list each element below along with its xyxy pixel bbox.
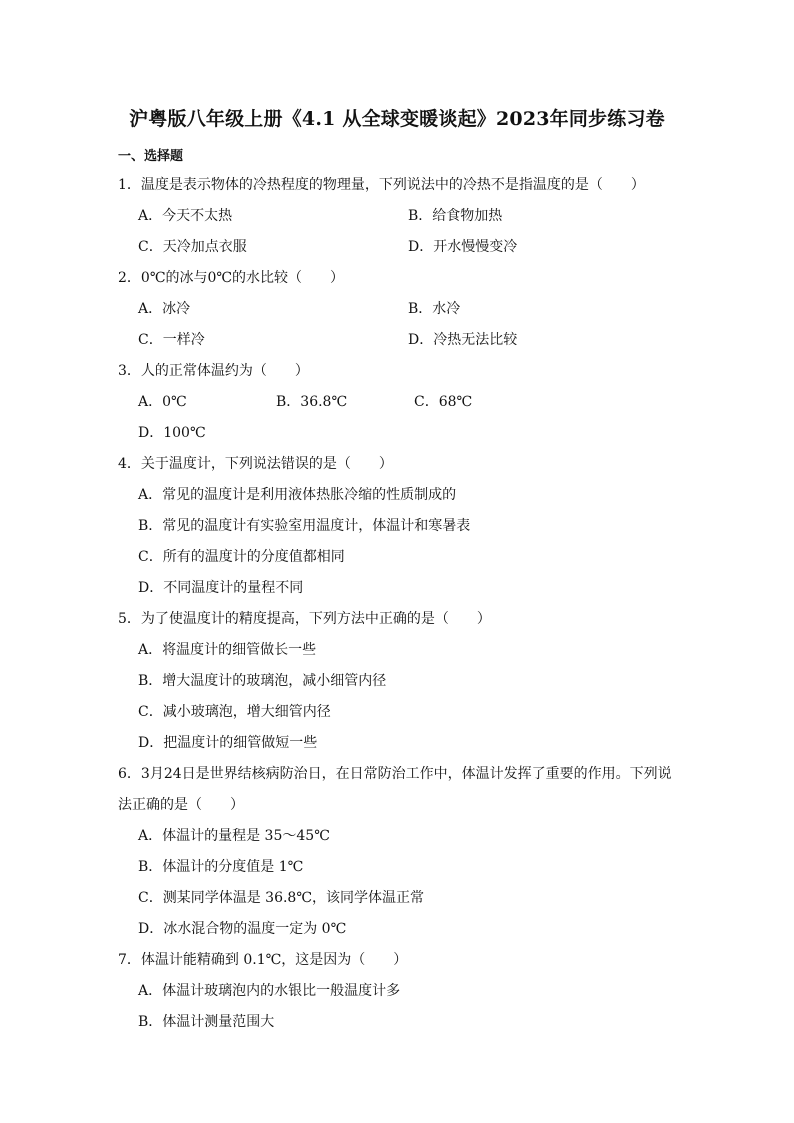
page-title: 沪粤版八年级上册《4.1 从全球变暖谈起》2023年同步练习卷 <box>129 108 665 130</box>
answer-option-c[interactable]: C．减小玻璃泡，增大细管内径 <box>138 704 331 720</box>
answer-option-a[interactable]: A．将温度计的细管做长一些 <box>138 642 317 658</box>
question-2 <box>118 263 688 356</box>
answer-option-b[interactable]: B．给食物加热 <box>408 208 503 224</box>
question-1 <box>118 170 688 263</box>
answer-option-d[interactable]: D．冷热无法比较 <box>408 332 518 348</box>
question-5 <box>118 604 688 759</box>
answer-option-a[interactable]: A．常见的温度计是利用液体热胀冷缩的性质制成的 <box>138 487 457 503</box>
answer-option-b[interactable]: B．体温计测量范围大 <box>138 1014 275 1030</box>
question-stem: 3．人的正常体温约为（ ） <box>118 363 309 379</box>
option-group <box>118 976 688 1038</box>
answer-option-b[interactable]: B．36.8℃ <box>276 394 348 410</box>
question-7 <box>118 945 688 1038</box>
answer-option-a[interactable]: A．今天不太热 <box>138 208 233 224</box>
answer-option-a[interactable]: A．0℃ <box>138 394 187 410</box>
answer-option-c[interactable]: C．所有的温度计的分度值都相同 <box>138 549 345 565</box>
question-stem: 法正确的是（ ） <box>118 797 244 813</box>
section-heading: 一、选择题 <box>118 149 184 164</box>
question-stem: 7．体温计能精确到 0.1℃，这是因为（ ） <box>118 952 408 968</box>
option-group <box>118 294 688 356</box>
answer-option-a[interactable]: A．体温计玻璃泡内的水银比一般温度计多 <box>138 983 401 999</box>
answer-option-b[interactable]: B．水冷 <box>408 301 461 317</box>
answer-option-b[interactable]: B．增大温度计的玻璃泡，减小细管内径 <box>138 673 387 689</box>
question-stem: 6．3月24日是世界结核病防治日，在日常防治工作中，体温计发挥了重要的作用。下列说 <box>118 766 672 782</box>
option-group <box>118 480 688 604</box>
answer-option-b[interactable]: B．体温计的分度值是 1℃ <box>138 859 304 875</box>
question-3 <box>118 356 688 449</box>
answer-option-d[interactable]: D．把温度计的细管做短一些 <box>138 735 318 751</box>
answer-option-c[interactable]: C．测某同学体温是 36.8℃，该同学体温正常 <box>138 890 424 906</box>
question-stem: 4．关于温度计，下列说法错误的是（ ） <box>118 456 393 472</box>
answer-option-d[interactable]: D．100℃ <box>138 425 206 441</box>
question-stem: 5．为了使温度计的精度提高，下列方法中正确的是（ ） <box>118 611 491 627</box>
answer-option-d[interactable]: D．不同温度计的量程不同 <box>138 580 304 596</box>
option-group <box>118 635 688 759</box>
answer-option-c[interactable]: C．一样冷 <box>138 332 205 348</box>
answer-option-c[interactable]: C．天冷加点衣服 <box>138 239 247 255</box>
answer-option-d[interactable]: D．开水慢慢变冷 <box>408 239 518 255</box>
answer-option-b[interactable]: B．常见的温度计有实验室用温度计，体温计和寒暑表 <box>138 518 471 534</box>
option-group <box>118 201 688 263</box>
question-6 <box>118 759 688 945</box>
answer-option-c[interactable]: C．68℃ <box>414 394 473 410</box>
question-4 <box>118 449 688 604</box>
question-stem: 1．温度是表示物体的冷热程度的物理量，下列说法中的冷热不是指温度的是（ ） <box>118 177 645 193</box>
option-group <box>118 387 688 449</box>
question-stem: 2．0℃的冰与0℃的水比较（ ） <box>118 270 345 286</box>
answer-option-d[interactable]: D．冰水混合物的温度一定为 0℃ <box>138 921 347 937</box>
option-group <box>118 821 688 945</box>
answer-option-a[interactable]: A．冰冷 <box>138 301 191 317</box>
question-list <box>118 170 688 1038</box>
answer-option-a[interactable]: A．体温计的量程是 35～45℃ <box>138 828 330 844</box>
